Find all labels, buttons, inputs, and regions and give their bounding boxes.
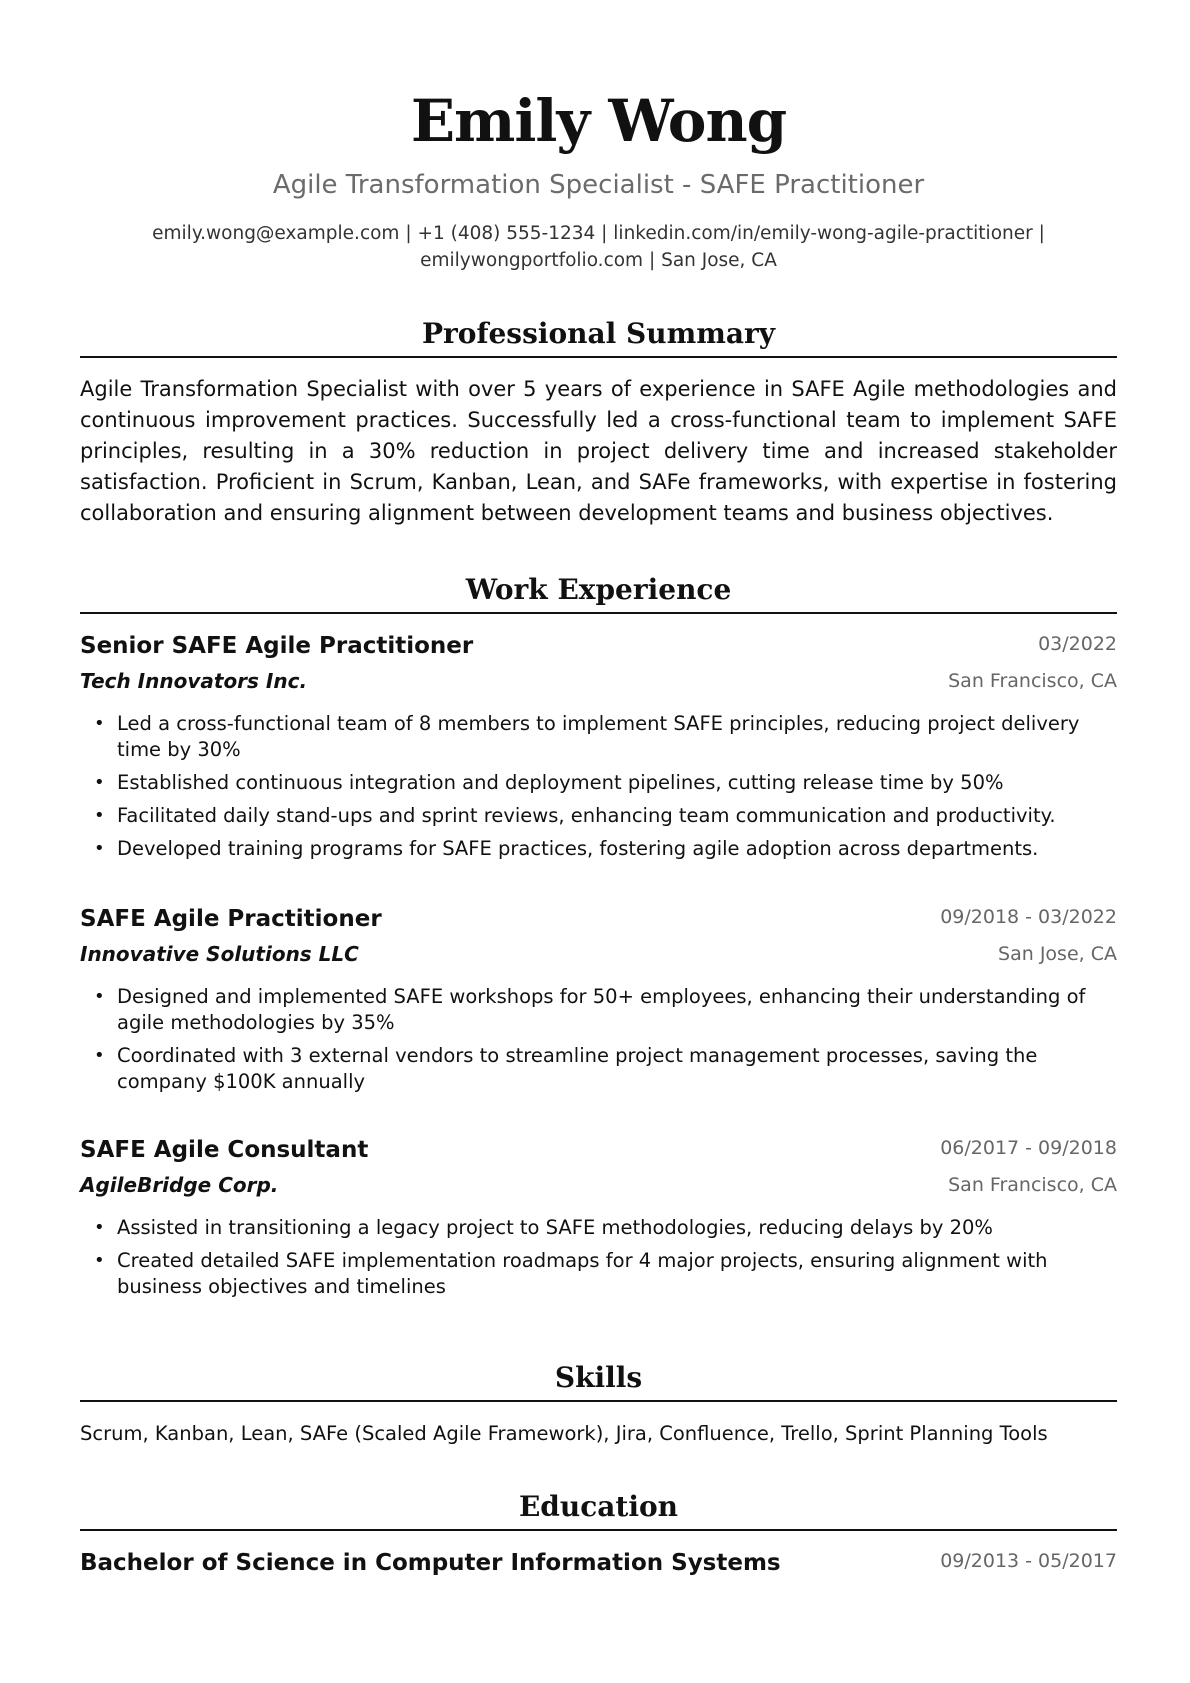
job-bullet: • Assisted in transitioning a legacy project to SAFE methodologies, reducing delays by 20% [80, 1215, 1117, 1241]
job-title: SAFE Agile Consultant [80, 1137, 369, 1163]
summary-text: Agile Transformation Specialist with over 5 years of experience in SAFE Agile methodologies and continuous improvement practices. Successfully led a cross-functional team to implement SAFE principles, resulting in a 30% reduction in project delivery time and increased stakeholder satisfaction. Proficient in Scrum, Kanban, Lean, and SAFe frameworks, with expertise in fostering collaboration and ensuring alignment between development teams and business objectives. [80, 377, 1117, 525]
candidate-name: Emily Wong [410, 87, 787, 155]
experience-divider [80, 612, 1117, 614]
summary-divider [80, 356, 1117, 358]
job-company: AgileBridge Corp. [80, 1173, 279, 1197]
education-date: 09/2013 - 05/2017 [940, 1550, 1117, 1572]
job-bullet: • Designed and implemented SAFE workshops for 50+ employees, enhancing their understanding of agile methodologies by 35% [80, 984, 1117, 1036]
job-bullet: • Developed training programs for SAFE practices, fostering agile adoption across departments. [80, 836, 1117, 862]
job-title: Senior SAFE Agile Practitioner [80, 633, 474, 659]
job-bullets [80, 984, 1117, 1102]
candidate-headline: Agile Transformation Specialist - SAFE Practitioner [272, 170, 925, 200]
job-bullet: • Led a cross-functional team of 8 members to implement SAFE principles, reducing project delivery time by 30% [80, 711, 1117, 763]
job-bullets [80, 711, 1117, 869]
education-heading: Education [518, 1490, 679, 1523]
job-location: San Francisco, CA [948, 1174, 1117, 1196]
job-company: Tech Innovators Inc. [80, 669, 308, 693]
job-bullets [80, 1215, 1117, 1307]
job-bullet: • Facilitated daily stand-ups and sprint reviews, enhancing team communication and productivity. [80, 803, 1117, 829]
degree-title: Bachelor of Science in Computer Information Systems [80, 1550, 781, 1576]
job-date: 09/2018 - 03/2022 [940, 906, 1117, 928]
job-location: San Francisco, CA [948, 670, 1117, 692]
skills-heading: Skills [554, 1361, 643, 1394]
summary-heading: Professional Summary [421, 317, 776, 350]
contact-line-1: emily.wong@example.com | +1 (408) 555-1234 | linkedin.com/in/emily-wong-agile-practitioner | [152, 223, 1045, 244]
skills-list: Scrum, Kanban, Lean, SAFe (Scaled Agile Framework), Jira, Confluence, Trello, Sprint Planning Tools [80, 1422, 1048, 1445]
contact-line-2: emilywongportfolio.com | San Jose, CA [420, 250, 777, 271]
job-date: 06/2017 - 09/2018 [940, 1137, 1117, 1159]
job-bullet: • Established continuous integration and deployment pipelines, cutting release time by 50% [80, 770, 1117, 796]
experience-heading: Work Experience [465, 573, 732, 606]
job-bullet: • Coordinated with 3 external vendors to streamline project management processes, saving the company $100K annually [80, 1043, 1117, 1095]
skills-divider [80, 1400, 1117, 1402]
job-location: San Jose, CA [998, 943, 1117, 965]
job-bullet: • Created detailed SAFE implementation roadmaps for 4 major projects, ensuring alignment with business objectives and timelines [80, 1248, 1117, 1300]
job-company: Innovative Solutions LLC [80, 942, 359, 966]
education-divider [80, 1529, 1117, 1531]
contact-info [80, 220, 1117, 274]
job-date: 03/2022 [1038, 633, 1117, 655]
job-title: SAFE Agile Practitioner [80, 906, 382, 932]
